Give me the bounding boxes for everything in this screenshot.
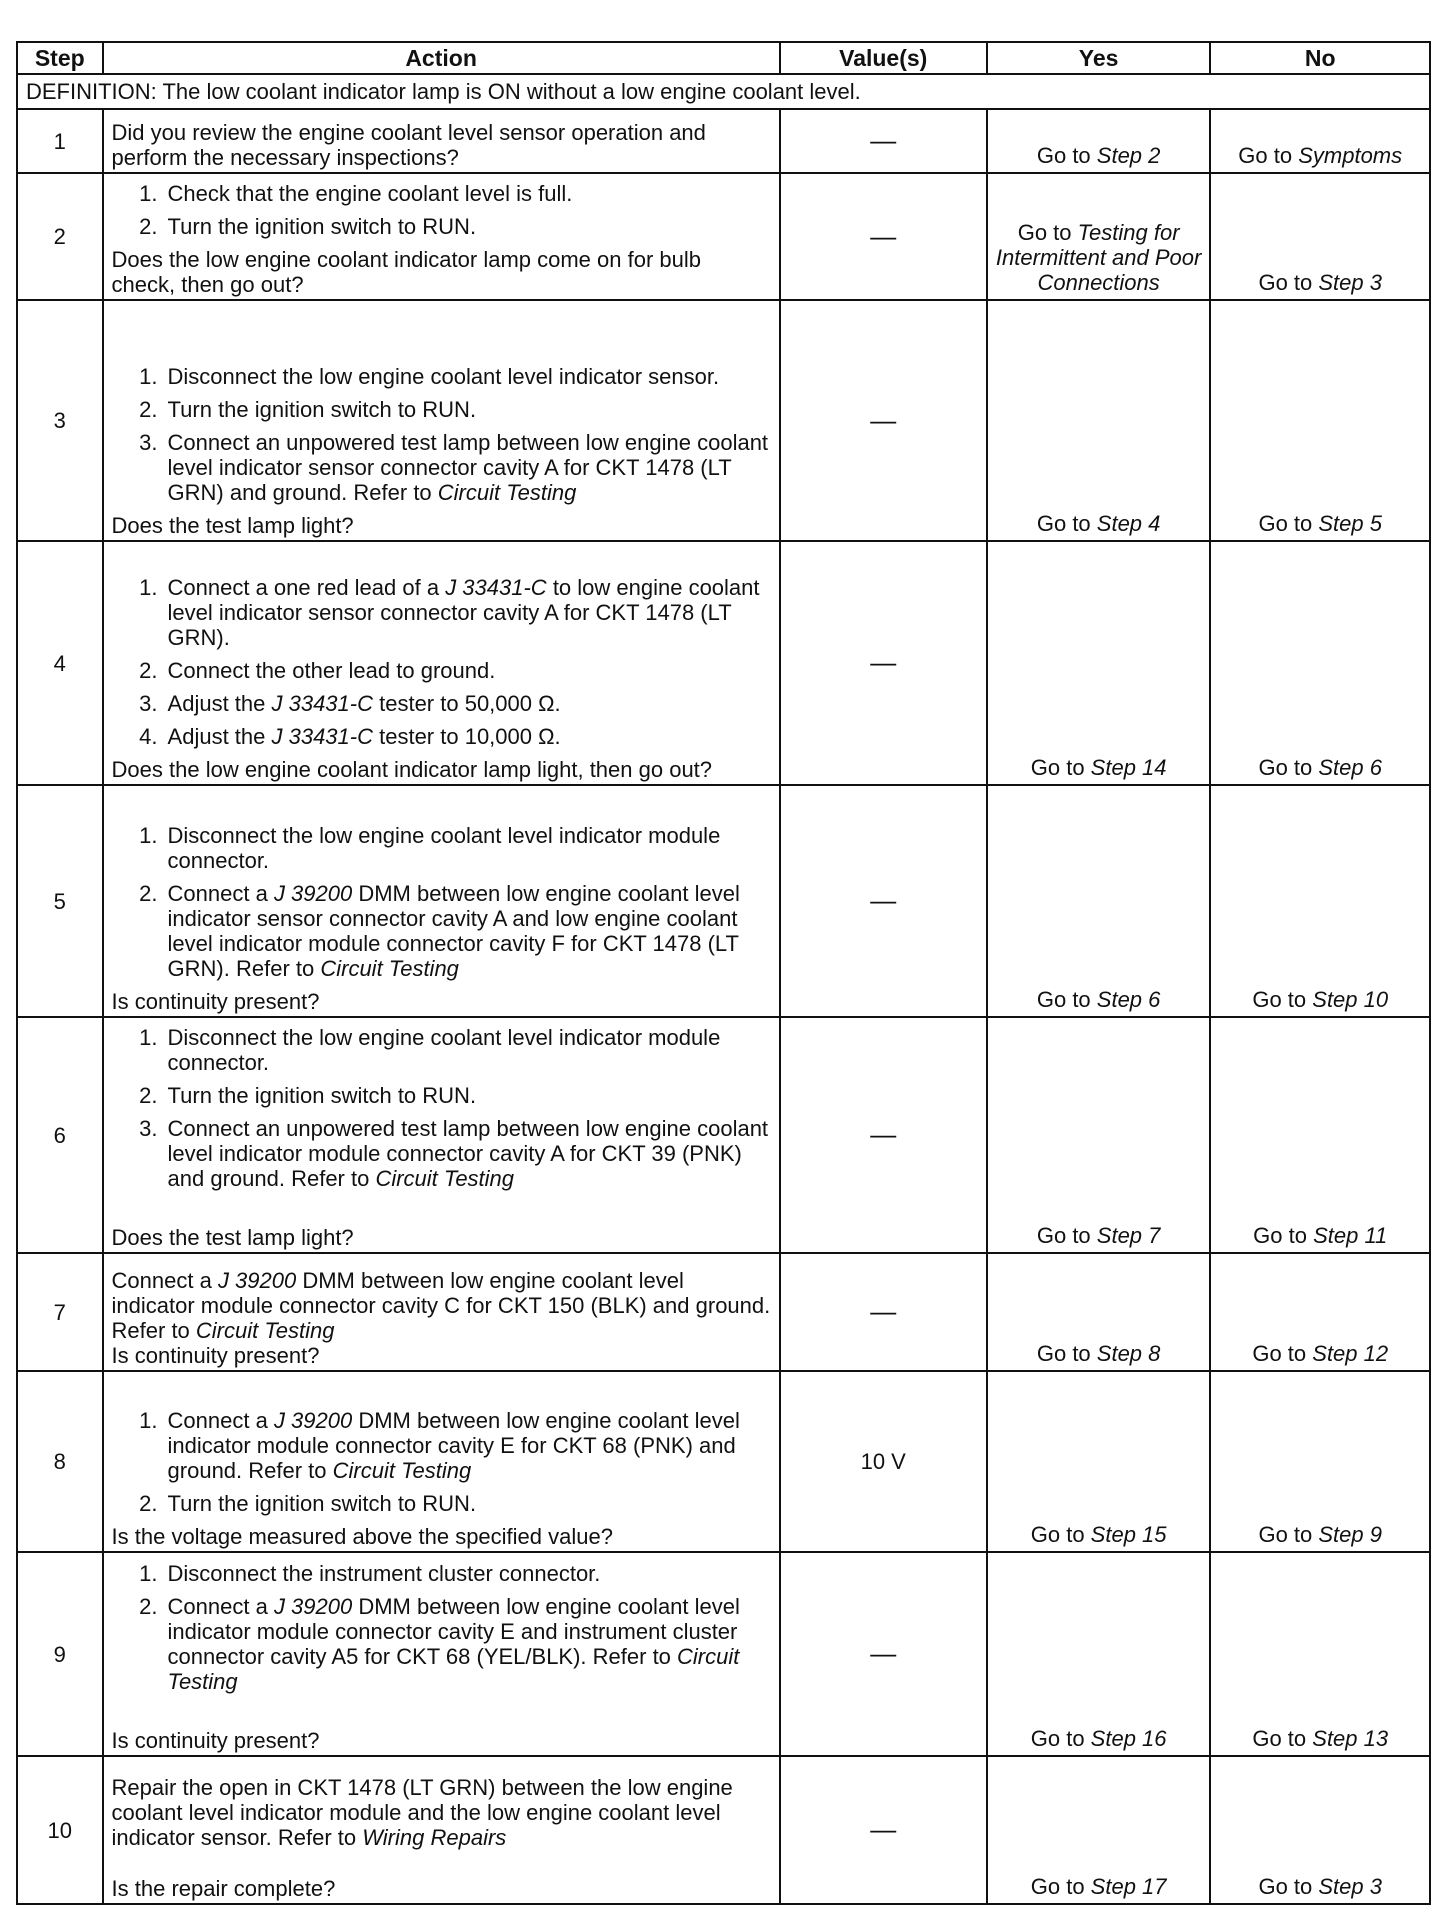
tool-name: J 39200 (273, 881, 353, 906)
action-cell (103, 1253, 780, 1371)
goto-prefix: Go to (1238, 143, 1299, 168)
substep-post: DMM between low engine coolant level indicator sensor connector cavity A and low engine coolant level indicator module connector cavity F for CKT 1478 (LT GRN). Refer to (167, 881, 740, 981)
value-text: — (870, 1296, 897, 1326)
substep-list (112, 1561, 771, 1694)
yes-cell (987, 1552, 1211, 1756)
substep-body: Disconnect the low engine coolant level indicator sensor. (167, 364, 720, 389)
goto-target: Symptoms (1298, 143, 1403, 168)
value-cell (780, 1017, 987, 1253)
substep-pre: Connect a (167, 1594, 274, 1619)
substep-number: 1. (139, 364, 158, 389)
value-text: 10 V (860, 1449, 906, 1474)
substep-body: Turn the ignition switch to RUN. (167, 1491, 477, 1516)
goto-prefix: Go to (1252, 987, 1313, 1012)
substep-text (168, 691, 771, 716)
reference-link: Circuit Testing (195, 1318, 335, 1343)
value-cell (780, 1253, 987, 1371)
substep (112, 575, 771, 650)
yes-cell (987, 1756, 1211, 1904)
action-cell (103, 1371, 780, 1552)
substep-text (168, 575, 771, 650)
yes-cell (987, 785, 1211, 1017)
goto-prefix: Go to (1030, 755, 1091, 780)
yes-cell (987, 541, 1211, 785)
value-text: — (870, 220, 897, 251)
action-question: Is the repair complete? (111, 1876, 336, 1901)
step-number: 9 (17, 1552, 103, 1756)
no-cell (1210, 1756, 1430, 1904)
goto-prefix: Go to (1036, 1341, 1097, 1366)
substep (112, 430, 771, 505)
action-intro-text (112, 1775, 733, 1850)
no-cell (1210, 300, 1430, 541)
substep-number: 3. (139, 430, 158, 455)
action-cell (103, 109, 780, 173)
substep-body: Connect an unpowered test lamp between low engine coolant level indicator module connector cavity A for CKT 39 (PNK) and ground. Refer to (167, 1116, 769, 1191)
goto-prefix: Go to (1030, 1726, 1091, 1751)
table-row (17, 1017, 1430, 1253)
substep-number: 2. (139, 658, 158, 683)
substep-body: Turn the ignition switch to RUN. (167, 397, 477, 422)
substep-body: Disconnect the low engine coolant level indicator module connector. (167, 823, 721, 873)
substep (112, 214, 771, 239)
table-row (17, 1371, 1430, 1552)
substep-number: 3. (139, 691, 158, 716)
goto-prefix: Go to (1253, 1223, 1314, 1248)
action-question: Does the low engine coolant indicator lamp light, then go out? (111, 757, 713, 782)
no-cell (1210, 1371, 1430, 1552)
value-text: — (870, 885, 897, 915)
substep-number: 2. (139, 1491, 158, 1516)
substep-text (168, 364, 771, 389)
goto-target: Step 6 (1096, 987, 1161, 1012)
goto-prefix: Go to (1036, 143, 1097, 168)
substep (112, 1408, 771, 1483)
value-cell (780, 785, 987, 1017)
goto-prefix: Go to (1258, 511, 1319, 536)
goto-prefix: Go to (1030, 1874, 1091, 1899)
substep (112, 1594, 771, 1694)
tool-name: J 33431-C (445, 575, 547, 600)
step-number: 8 (17, 1371, 103, 1552)
reference-link: Circuit Testing (332, 1458, 472, 1483)
action-question: Is continuity present? (111, 1728, 320, 1753)
goto-target: Step 5 (1318, 511, 1382, 536)
goto-target: Step 11 (1313, 1223, 1388, 1248)
goto-prefix: Go to (1036, 511, 1097, 536)
table-row (17, 300, 1430, 541)
substep-text (168, 430, 771, 505)
value-cell (780, 173, 987, 300)
goto-prefix: Go to (1252, 1726, 1313, 1751)
no-cell (1210, 541, 1430, 785)
value-text: — (870, 1638, 897, 1668)
goto-prefix: Go to (1258, 270, 1319, 295)
substep (112, 658, 771, 683)
header-values: Value(s) (780, 42, 987, 74)
action-cell (103, 1552, 780, 1756)
tool-name: J 39200 (273, 1594, 353, 1619)
action-cell (103, 785, 780, 1017)
step-number: 5 (17, 785, 103, 1017)
goto-target: Step 3 (1318, 270, 1382, 295)
substep-text (168, 1025, 771, 1075)
substep-number: 1. (139, 1408, 158, 1433)
action-question: Does the low engine coolant indicator lamp come on for bulb check, then go out? (111, 247, 701, 297)
value-cell (780, 300, 987, 541)
substep-body: Turn the ignition switch to RUN. (167, 214, 477, 239)
header-yes: Yes (987, 42, 1211, 74)
step-number: 7 (17, 1253, 103, 1371)
action-cell (103, 173, 780, 300)
reference-link: Wiring Repairs (362, 1825, 507, 1850)
goto-target: Step 10 (1312, 987, 1389, 1012)
goto-target: Testing for Intermittent and Poor Connections (995, 220, 1202, 295)
step-number: 10 (17, 1756, 103, 1904)
substep-post: tester to 50,000 Ω. (373, 691, 561, 716)
value-text: — (870, 1814, 897, 1844)
value-text: — (870, 125, 897, 155)
substep-list (112, 823, 771, 981)
intro-pre: Repair the open in CKT 1478 (LT GRN) between the low engine coolant level indicator module and the low engine coolant level indicator sensor. Refer to (111, 1775, 733, 1850)
substep-list (112, 1408, 771, 1516)
goto-target: Step 2 (1096, 143, 1161, 168)
substep-number: 1. (139, 1025, 158, 1050)
substep-text (168, 397, 771, 422)
substep-list (112, 575, 771, 749)
substep (112, 397, 771, 422)
header-action: Action (103, 42, 780, 74)
substep (112, 1083, 771, 1108)
header-row (17, 42, 1430, 74)
action-intro-text (112, 1268, 771, 1343)
substep-text (168, 881, 771, 981)
action-cell (103, 541, 780, 785)
substep-body: Check that the engine coolant level is full. (167, 181, 573, 206)
substep (112, 1116, 771, 1191)
substep-text (168, 1083, 771, 1108)
goto-target: Step 4 (1096, 511, 1161, 536)
substep (112, 881, 771, 981)
substep-post: to low engine coolant level indicator sensor connector cavity A for CKT 1478 (LT GRN). (167, 575, 760, 650)
substep-body: Disconnect the instrument cluster connector. (167, 1561, 601, 1586)
substep-pre: Adjust the (167, 691, 272, 716)
no-cell (1210, 173, 1430, 300)
substep (112, 181, 771, 206)
reference-link: Circuit Testing (375, 1166, 515, 1191)
yes-cell (987, 1371, 1211, 1552)
step-number: 3 (17, 300, 103, 541)
action-question: Is continuity present? (111, 1343, 320, 1368)
substep-text (168, 1561, 771, 1586)
intro-pre: Connect a (111, 1268, 218, 1293)
value-text: — (870, 404, 897, 435)
definition-text: DEFINITION: The low coolant indicator lamp is ON without a low engine coolant level. (17, 74, 1430, 109)
step-number: 2 (17, 173, 103, 300)
definition-row (17, 74, 1430, 109)
substep-text (168, 724, 771, 749)
no-cell (1210, 1552, 1430, 1756)
substep-list (112, 181, 771, 239)
intro-post: DMM between low engine coolant level indicator module connector cavity C for CKT 150 (BLK) and ground. Refer to (111, 1268, 771, 1343)
substep (112, 1025, 771, 1075)
substep-post: tester to 10,000 Ω. (373, 724, 561, 749)
substep-number: 1. (139, 575, 158, 600)
substep-number: 1. (139, 823, 158, 848)
goto-target: Step 16 (1090, 1726, 1167, 1751)
substep (112, 1561, 771, 1586)
tool-name: J 33431-C (271, 724, 373, 749)
action-question: Is the voltage measured above the specified value? (111, 1524, 613, 1549)
goto-target: Step 9 (1318, 1522, 1382, 1547)
value-cell (780, 541, 987, 785)
header-step: Step (17, 42, 103, 74)
substep-body: Connect an unpowered test lamp between low engine coolant level indicator sensor connector cavity A for CKT 1478 (LT GRN) and ground. Refer to (167, 430, 769, 505)
goto-prefix: Go to (1258, 1522, 1319, 1547)
value-cell (780, 1371, 987, 1552)
table-row (17, 785, 1430, 1017)
goto-prefix: Go to (1036, 987, 1097, 1012)
action-question: Did you review the engine coolant level sensor operation and perform the necessary inspections? (111, 120, 706, 170)
action-cell (103, 300, 780, 541)
goto-prefix: Go to (1258, 755, 1319, 780)
goto-prefix: Go to (1030, 1522, 1091, 1547)
goto-target: Step 6 (1318, 755, 1382, 780)
substep-post: DMM between low engine coolant level indicator module connector cavity E and instrument cluster connector cavity A5 for CKT 68 (YEL/BLK). Refer to (167, 1594, 740, 1669)
substep (112, 364, 771, 389)
tool-name: J 39200 (273, 1408, 353, 1433)
substep (112, 1491, 771, 1516)
tool-name: J 39200 (217, 1268, 297, 1293)
goto-target: Step 15 (1090, 1522, 1167, 1547)
substep-list (112, 1025, 771, 1191)
goto-target: Step 14 (1090, 755, 1167, 780)
goto-prefix: Go to (1252, 1341, 1313, 1366)
action-question: Does the test lamp light? (111, 1225, 354, 1250)
action-cell (103, 1017, 780, 1253)
substep-number: 2. (139, 1083, 158, 1108)
substep-post: DMM between low engine coolant level indicator module connector cavity E for CKT 68 (PNK) and ground. Refer to (167, 1408, 740, 1483)
substep-pre: Adjust the (167, 724, 272, 749)
step-number: 6 (17, 1017, 103, 1253)
substep (112, 724, 771, 749)
goto-target: Step 8 (1096, 1341, 1161, 1366)
goto-target: Step 12 (1312, 1341, 1389, 1366)
substep-body: Turn the ignition switch to RUN. (167, 1083, 477, 1108)
no-cell (1210, 1017, 1430, 1253)
step-number: 1 (17, 109, 103, 173)
reference-link: Circuit Testing (167, 1644, 740, 1694)
substep-text (168, 214, 771, 239)
goto-prefix: Go to (1036, 1223, 1097, 1248)
step-number: 4 (17, 541, 103, 785)
table-row (17, 173, 1430, 300)
yes-cell (987, 300, 1211, 541)
substep-text (168, 181, 771, 206)
yes-cell (987, 1253, 1211, 1371)
substep-number: 2. (139, 881, 158, 906)
no-cell (1210, 785, 1430, 1017)
diagnostic-table (16, 41, 1431, 1905)
goto-prefix: Go to (1258, 1874, 1319, 1899)
yes-cell (987, 1017, 1211, 1253)
substep-pre: Connect a (167, 1408, 274, 1433)
substep-text (168, 658, 771, 683)
substep-text (168, 1116, 771, 1191)
reference-link: Circuit Testing (320, 956, 459, 981)
action-intro (112, 1268, 771, 1343)
table-row (17, 541, 1430, 785)
substep-body: Connect the other lead to ground. (167, 658, 496, 683)
table-row (17, 1756, 1430, 1904)
no-cell (1210, 1253, 1430, 1371)
goto-target: Step 13 (1312, 1726, 1389, 1751)
substep (112, 691, 771, 716)
substep-pre: Connect a one red lead of a (167, 575, 446, 600)
substep-list (112, 364, 771, 505)
action-question: Is continuity present? (111, 989, 320, 1014)
value-text: — (870, 1119, 897, 1149)
substep-text (168, 1594, 771, 1694)
substep-text (168, 1408, 771, 1483)
substep-pre: Connect a (167, 881, 274, 906)
substep-number: 2. (139, 397, 158, 422)
substep-number: 2. (139, 1594, 158, 1619)
table-row (17, 109, 1430, 173)
table-row (17, 1552, 1430, 1756)
substep-number: 2. (139, 214, 158, 239)
value-cell (780, 1756, 987, 1904)
value-text: — (870, 647, 897, 677)
substep (112, 823, 771, 873)
reference-link: Circuit Testing (437, 480, 577, 505)
yes-cell (987, 109, 1211, 173)
substep-number: 3. (139, 1116, 158, 1141)
goto-target: Step 17 (1090, 1874, 1167, 1899)
no-cell (1210, 109, 1430, 173)
substep-body: Disconnect the low engine coolant level indicator module connector. (167, 1025, 721, 1075)
substep-number: 4. (139, 724, 158, 749)
substep-text (168, 823, 771, 873)
table-row (17, 1253, 1430, 1371)
value-cell (780, 109, 987, 173)
header-no: No (1210, 42, 1430, 74)
action-question: Does the test lamp light? (111, 513, 354, 538)
value-cell (780, 1552, 987, 1756)
substep-number: 1. (139, 181, 158, 206)
action-intro (112, 1775, 771, 1850)
substep-number: 1. (139, 1561, 158, 1586)
goto-prefix: Go to (1017, 220, 1078, 245)
goto-target: Step 7 (1096, 1223, 1161, 1248)
yes-cell (987, 173, 1211, 300)
goto-target: Step 3 (1318, 1874, 1382, 1899)
substep-text (168, 1491, 771, 1516)
tool-name: J 33431-C (271, 691, 373, 716)
action-cell (103, 1756, 780, 1904)
